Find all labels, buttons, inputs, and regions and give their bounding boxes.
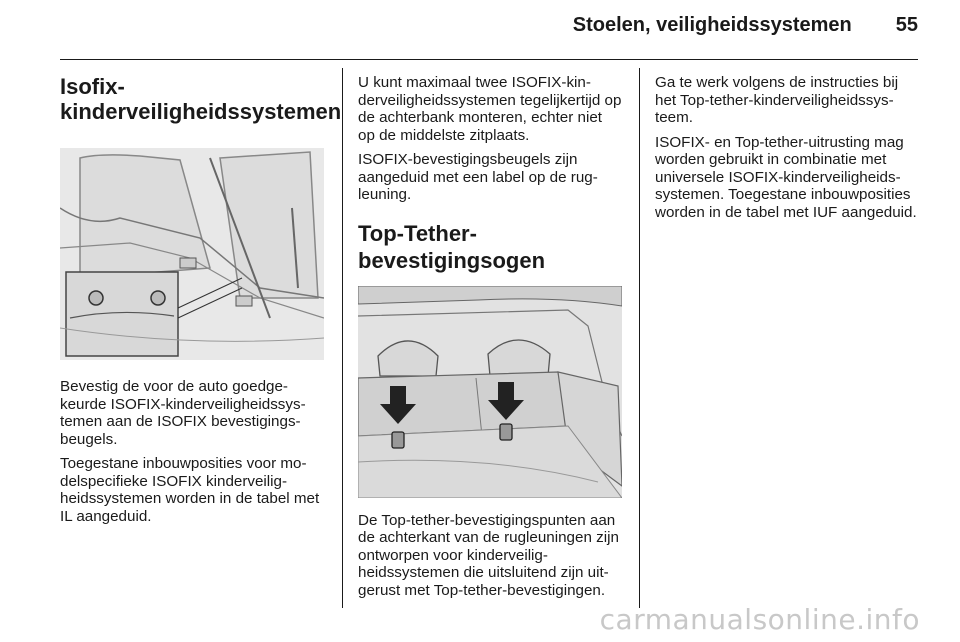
isofix-heading: Isofix- kinderveiligheidssystemen bbox=[60, 74, 342, 124]
watermark: carmanualsonline.info bbox=[599, 603, 920, 636]
page-number: 55 bbox=[895, 14, 918, 36]
top-tether-heading: Top-Tether- bevestigingsogen bbox=[358, 220, 546, 273]
right-column bbox=[655, 74, 919, 228]
column-divider-2 bbox=[639, 68, 640, 608]
right-paragraph-1: Ga te werk volgens de instructies bij het Top-tether-kinderveiligheidssysteem. bbox=[655, 74, 899, 126]
top-tether-illustration bbox=[358, 286, 622, 498]
left-column bbox=[60, 74, 342, 532]
top-tether-caption: De Top-tether-bevestigingspunten aan de achterkant van de rugleuningen zijn ontworpen voor kinderveiligheidssystemen die uitsluitend zijn uitgerust met Top-tether-bevestigingen. bbox=[358, 511, 619, 599]
left-paragraph-2: Toegestane inbouwposities voor modelspecifieke ISOFIX kinderveiligheidssystemen worden in de tabel met IL aangeduid. bbox=[60, 455, 320, 525]
rear-seat-drawing bbox=[60, 148, 324, 360]
middle-paragraph-2: ISOFIX-bevestigingsbeugels zijn aangeduid met een label op de rugleuning. bbox=[358, 151, 598, 203]
column-divider-1 bbox=[342, 68, 343, 608]
cargo-area-drawing bbox=[358, 286, 622, 498]
right-paragraph-2: ISOFIX- en Top-tether-uitrusting mag worden gebruikt in combinatie met universele ISOFIX-kinderveiligheidssystemen. Toegestane inbouwposities worden in de tabel met IUF aangeduid. bbox=[655, 133, 917, 221]
isofix-illustration bbox=[60, 148, 324, 360]
page-header bbox=[60, 14, 918, 50]
header-rule bbox=[60, 59, 918, 60]
middle-paragraph-1: U kunt maximaal twee ISOFIX-kinderveiligheidssystemen tegelijkertijd op de achterbank monteren, echter niet op de middelste zitplaats. bbox=[358, 74, 622, 144]
chapter-title: Stoelen, veiligheidssystemen bbox=[572, 14, 852, 36]
middle-column bbox=[358, 74, 622, 606]
left-paragraph-1: Bevestig de voor de auto goedgekeurde ISOFIX-kinderveiligheidssystemen aan de ISOFIX bevestigingsbeugels. bbox=[60, 378, 306, 448]
